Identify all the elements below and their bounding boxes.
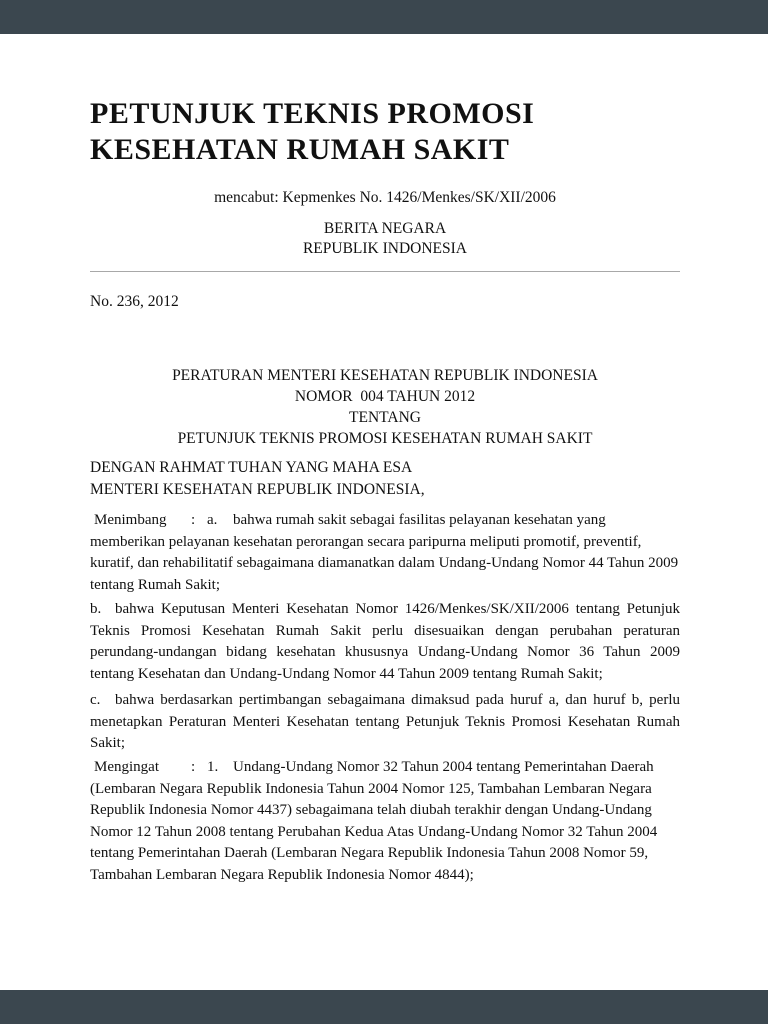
legal-basis-text-1: Undang-Undang Nomor 32 Tahun 2004 tentang Pemerintahan Daerah (Lembaran Negara Republik Indonesia Tahun 2004 Nomor 125, Tambahan Lembaran Negara Republik Indonesia Nomor 4437) sebagaimana telah diubah terakhir dengan Undang-Undang Nomor 12 Tahun 2008 tentang Perubahan Kedua Atas Undang-Undang Nomor 32 Tahun 2004 tentang Pemerintahan Daerah (Lembaran Negara Republik Indonesia Tahun 2008 Nomor 59, Tambahan Lembaran Negara Republik Indonesia Nomor 4844); [90,759,658,883]
mengingat-colon: : [191,759,196,775]
regulation-heading-line-3: TENTANG [349,409,421,426]
consideration-text-c: bahwa berdasarkan pertimbangan sebagaimana dimaksud pada huruf a, dan huruf b, perlu menetapkan Peraturan Menteri Kesehatan tentang Petunjuk Teknis Promosi Kesehatan Rumah Sakit; [90,692,680,751]
gazette-number: No. 236, 2012 [90,293,179,310]
consideration-marker-c: c. [90,692,101,708]
menimbang-label: Menimbang [94,512,167,528]
preamble-line-1: DENGAN RAHMAT TUHAN YANG MAHA ESA [90,459,413,476]
preamble-line-2: MENTERI KESEHATAN REPUBLIK INDONESIA, [90,481,425,498]
consideration-item-a [90,510,680,596]
consideration-marker-b: b. [90,601,102,617]
legal-basis-marker-1: 1. [207,759,219,775]
document-title [90,96,680,168]
consideration-text-b: bahwa Keputusan Menteri Kesehatan Nomor 1426/Menkes/SK/XII/2006 tentang Petunjuk Teknis Promosi Kesehatan Rumah Sakit perlu disesuaikan dengan perubahan peraturan perundang-undangan bidang kesehatan khususnya Undang-Undang Nomor 36 Tahun 2009 tentang Kesehatan dan Undang-Undang Nomor 44 Tahun 2009 tentang Rumah Sakit; [90,601,680,682]
gazette-name-line-1: BERITA NEGARA [323,220,447,237]
gazette-name [90,219,680,259]
consideration-item-b [90,599,680,685]
regulation-heading-line-2: NOMOR 004 TAHUN 2012 [294,388,476,405]
revocation-note: mencabut: Kepmenkes No. 1426/Menkes/SK/XII/2006 [214,189,556,206]
document-title-line-1: PETUNJUK TEKNIS PROMOSI [90,97,535,130]
document-title-line-2: KESEHATAN RUMAH SAKIT [90,133,510,166]
menimbang-colon: : [191,512,196,528]
regulation-heading [90,365,680,449]
consideration-text-a: bahwa rumah sakit sebagai fasilitas pelayanan kesehatan yang memberikan pelayanan kesehatan perorangan secara paripurna meliputi promotif, preventif, kuratif, dan rehabilitatif sebagaimana diamanatkan dalam Undang-Undang Nomor 44 Tahun 2009 tentang Rumah Sakit; [90,512,679,593]
consideration-item-c [90,690,680,755]
preamble [90,457,680,501]
regulation-heading-line-1: PERATURAN MENTERI KESEHATAN REPUBLIK INDONESIA [172,367,598,384]
legal-basis-item-1 [90,757,680,886]
divider-line [90,271,680,272]
document-page [0,34,768,990]
gazette-name-line-2: REPUBLIK INDONESIA [302,240,468,257]
consideration-marker-a: a. [207,512,218,528]
mengingat-label: Mengingat [94,759,159,775]
regulation-heading-line-4: PETUNJUK TEKNIS PROMOSI KESEHATAN RUMAH SAKIT [177,430,593,447]
